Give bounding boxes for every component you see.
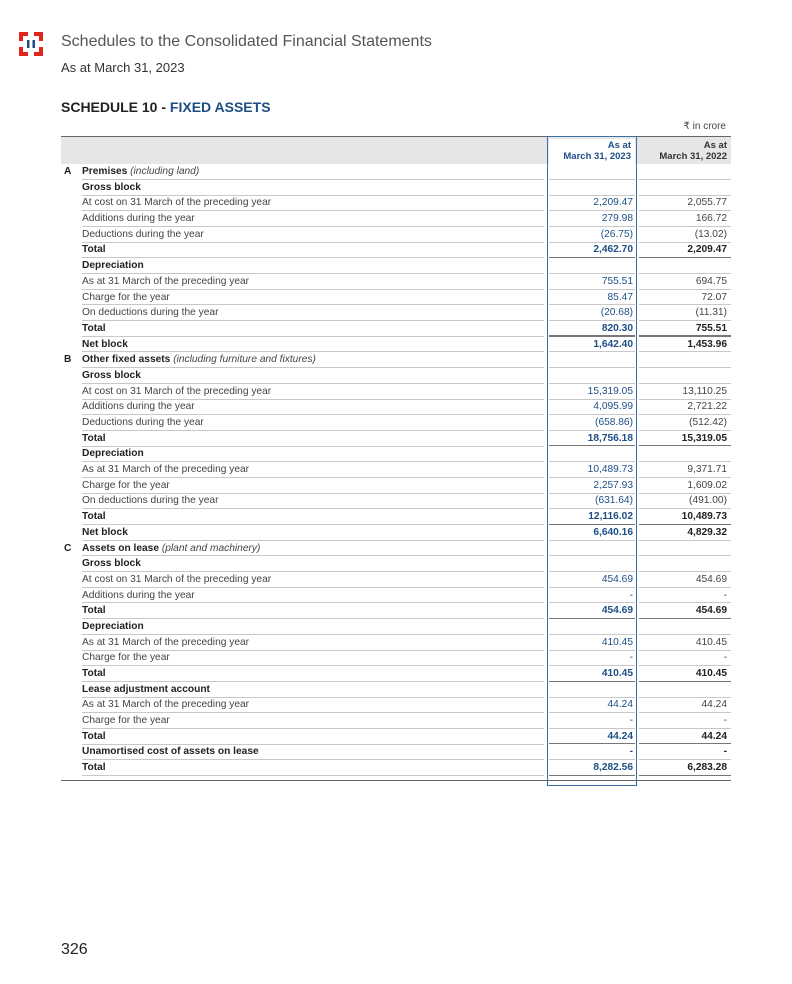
value-2022: 4,829.32 bbox=[687, 526, 727, 538]
table-row bbox=[61, 729, 731, 745]
table-row bbox=[61, 195, 731, 211]
value-2023: 44.24 bbox=[607, 699, 633, 711]
row-label bbox=[82, 619, 144, 635]
value-2022: 755.51 bbox=[695, 322, 727, 334]
row-label bbox=[82, 305, 219, 321]
table-bottom-rule bbox=[61, 780, 731, 781]
value-2023: - bbox=[629, 652, 633, 664]
value-2023: - bbox=[629, 746, 633, 758]
section-letter: C bbox=[64, 542, 72, 554]
table-body bbox=[61, 164, 731, 776]
row-label bbox=[82, 729, 106, 745]
table-row bbox=[61, 682, 731, 698]
table-row bbox=[61, 227, 731, 243]
column-header-2022-line2: March 31, 2022 bbox=[659, 151, 727, 162]
row-label-text: Gross block bbox=[82, 558, 141, 570]
column-header-2023-line1: As at bbox=[607, 140, 631, 151]
value-2022: (11.31) bbox=[695, 307, 727, 319]
row-label bbox=[82, 635, 249, 651]
table-row bbox=[61, 446, 731, 462]
row-label-text: Lease adjustment account bbox=[82, 683, 210, 695]
row-label bbox=[82, 744, 259, 760]
row-label-text: Premises bbox=[82, 166, 128, 177]
row-label bbox=[82, 164, 199, 180]
value-2022: - bbox=[723, 589, 727, 601]
row-rule bbox=[82, 775, 544, 776]
row-label-text: As at 31 March of the preceding year bbox=[82, 699, 250, 711]
value-2022: 694.75 bbox=[695, 275, 727, 287]
value-2022: 13,110.25 bbox=[682, 385, 727, 397]
table-row bbox=[61, 321, 731, 337]
value-2023: (26.75) bbox=[600, 228, 633, 240]
value-2023: 44.24 bbox=[607, 730, 633, 742]
value-2023: (20.68) bbox=[600, 307, 633, 319]
row-label-text: Assets on lease bbox=[82, 542, 160, 554]
row-label bbox=[82, 431, 106, 447]
table-row bbox=[61, 541, 731, 557]
row-label-text: Charge for the year bbox=[82, 715, 170, 727]
value-2022: 166.72 bbox=[695, 213, 727, 225]
page-number: 326 bbox=[61, 941, 88, 958]
row-label-text: Net block bbox=[82, 526, 128, 538]
value-2022: 1,453.96 bbox=[687, 338, 727, 350]
section-letter: B bbox=[64, 354, 72, 366]
bank-logo-icon bbox=[19, 32, 43, 56]
table-row bbox=[61, 274, 731, 290]
value-2023: 6,640.16 bbox=[593, 526, 633, 538]
value-2022: 15,319.05 bbox=[681, 432, 727, 444]
row-label bbox=[82, 180, 141, 196]
row-label bbox=[82, 493, 219, 509]
row-label bbox=[82, 415, 204, 431]
table-row bbox=[61, 697, 731, 713]
value-2022: 72.07 bbox=[701, 291, 727, 303]
row-label bbox=[82, 321, 106, 337]
row-label bbox=[82, 760, 106, 776]
table-row bbox=[61, 744, 731, 760]
row-label bbox=[82, 258, 144, 274]
table-row bbox=[61, 588, 731, 604]
row-label bbox=[82, 211, 195, 227]
row-label bbox=[82, 713, 170, 729]
table-row bbox=[61, 305, 731, 321]
row-label-text: Net block bbox=[82, 338, 128, 350]
value-2022: 410.45 bbox=[695, 668, 727, 679]
table-row bbox=[61, 635, 731, 651]
value-2022: 44.24 bbox=[701, 730, 727, 742]
table-row bbox=[61, 556, 731, 572]
value-2022: 454.69 bbox=[695, 605, 727, 617]
table-row bbox=[61, 337, 731, 353]
column-header-2023 bbox=[549, 139, 635, 164]
value-2023: 4,095.99 bbox=[593, 401, 633, 413]
row-label bbox=[82, 697, 249, 713]
table-row bbox=[61, 290, 731, 306]
row-label bbox=[82, 399, 195, 415]
table-row bbox=[61, 713, 731, 729]
value-2023: - bbox=[629, 589, 633, 601]
row-label bbox=[82, 509, 106, 525]
page-header-subtitle: As at March 31, 2023 bbox=[61, 60, 185, 75]
value-2022: 410.45 bbox=[695, 636, 727, 648]
row-label-text: Other fixed assets bbox=[82, 354, 171, 366]
row-label-text: Total bbox=[82, 730, 106, 742]
row-label-text: Total bbox=[82, 244, 106, 256]
row-label-text: As at 31 March of the preceding year bbox=[82, 636, 250, 648]
schedule-prefix: SCHEDULE 10 - bbox=[61, 99, 170, 115]
row-label-text: Total bbox=[82, 432, 106, 444]
value-2022: 2,721.22 bbox=[687, 401, 727, 413]
value-2023: 8,282.56 bbox=[593, 762, 633, 774]
table-row bbox=[61, 619, 731, 635]
value-2023: 820.30 bbox=[601, 322, 633, 334]
value-2022: - bbox=[723, 715, 727, 727]
table-row bbox=[61, 525, 731, 541]
schedule-name: FIXED ASSETS bbox=[169, 99, 271, 115]
column-header-2022-line1: As at bbox=[703, 140, 727, 151]
row-label-text: Total bbox=[82, 511, 106, 523]
row-label-text: At cost on 31 March of the preceding year bbox=[82, 573, 272, 585]
row-label bbox=[82, 588, 195, 604]
row-label-note: (including furniture and fixtures) bbox=[173, 354, 316, 366]
row-label bbox=[82, 462, 249, 478]
value-2022: (491.00) bbox=[689, 495, 727, 507]
table-row bbox=[61, 431, 731, 447]
row-label-text: Deductions during the year bbox=[82, 228, 204, 240]
row-label-text: Unamortised cost of assets on lease bbox=[82, 746, 259, 758]
row-label-text: At cost on 31 March of the preceding year bbox=[82, 197, 272, 209]
row-label bbox=[82, 290, 170, 306]
row-label-text: Additions during the year bbox=[82, 213, 195, 225]
row-label-text: Gross block bbox=[82, 369, 141, 381]
row-label bbox=[82, 274, 249, 290]
table-row bbox=[61, 603, 731, 619]
value-2023: 410.45 bbox=[601, 668, 633, 679]
row-label-text: Depreciation bbox=[82, 260, 144, 272]
row-label-text: Total bbox=[82, 322, 106, 334]
column-header-2022 bbox=[639, 139, 731, 164]
row-label bbox=[82, 352, 316, 368]
row-label-text: Deductions during the year bbox=[82, 417, 204, 428]
value-2023-rule bbox=[549, 775, 635, 776]
row-label-text: Additions during the year bbox=[82, 401, 195, 413]
value-2023: 15,319.05 bbox=[587, 385, 633, 397]
row-label-text: Depreciation bbox=[82, 620, 144, 632]
value-2022: 2,055.77 bbox=[687, 197, 727, 209]
table-row bbox=[61, 462, 731, 478]
row-label bbox=[82, 556, 141, 572]
row-label bbox=[82, 384, 271, 400]
row-label bbox=[82, 666, 106, 682]
row-label-text: As at 31 March of the preceding year bbox=[82, 275, 250, 287]
table-header bbox=[61, 137, 731, 164]
row-label bbox=[82, 682, 210, 698]
row-label-text: Charge for the year bbox=[82, 479, 170, 491]
value-2023: 755.51 bbox=[601, 275, 633, 287]
table-row bbox=[61, 211, 731, 227]
row-label-text: On deductions during the year bbox=[82, 495, 219, 507]
table-row bbox=[61, 415, 731, 431]
row-label bbox=[82, 195, 271, 211]
value-2023: (658.86) bbox=[595, 417, 633, 428]
row-label bbox=[82, 603, 106, 619]
value-2023: 279.98 bbox=[601, 213, 633, 225]
row-label-text: Charge for the year bbox=[82, 652, 170, 664]
value-2023: 410.45 bbox=[601, 636, 633, 648]
value-2022: (13.02) bbox=[694, 228, 727, 240]
row-label-text: Charge for the year bbox=[82, 291, 170, 303]
row-label bbox=[82, 478, 170, 494]
page-header-title: Schedules to the Consolidated Financial Statements bbox=[61, 33, 432, 50]
value-2023: 454.69 bbox=[601, 573, 633, 585]
row-label-text: Gross block bbox=[82, 181, 141, 193]
row-label-note: (including land) bbox=[130, 166, 200, 177]
value-2022: 2,209.47 bbox=[687, 244, 727, 256]
value-2023: 18,756.18 bbox=[587, 432, 633, 444]
value-2022: - bbox=[723, 746, 727, 758]
table-row bbox=[61, 368, 731, 384]
value-2022: 44.24 bbox=[701, 699, 727, 711]
table-row bbox=[61, 478, 731, 494]
table-row bbox=[61, 650, 731, 666]
table-row bbox=[61, 352, 731, 368]
row-label-text: Total bbox=[82, 668, 106, 679]
value-2022: 10,489.73 bbox=[681, 511, 727, 523]
row-label-text: At cost on 31 March of the preceding year bbox=[82, 385, 272, 397]
table-row bbox=[61, 384, 731, 400]
value-2022: (512.42) bbox=[689, 417, 727, 428]
table-row bbox=[61, 666, 731, 682]
value-2023: - bbox=[629, 715, 633, 727]
schedule-title bbox=[61, 99, 271, 115]
table-row bbox=[61, 258, 731, 274]
table-row bbox=[61, 242, 731, 258]
table-row bbox=[61, 493, 731, 509]
row-label bbox=[82, 650, 170, 666]
column-header-2023-line2: March 31, 2023 bbox=[563, 151, 631, 162]
table-row bbox=[61, 572, 731, 588]
table-row bbox=[61, 760, 731, 776]
value-2023: 85.47 bbox=[607, 291, 633, 303]
row-label-note: (plant and machinery) bbox=[161, 542, 261, 554]
value-2023: 2,209.47 bbox=[593, 197, 633, 209]
row-label-text: Additions during the year bbox=[82, 589, 195, 601]
value-2023: 10,489.73 bbox=[587, 464, 633, 476]
row-label-text: Total bbox=[82, 762, 106, 774]
row-label bbox=[82, 541, 260, 557]
value-2022: 9,371.71 bbox=[687, 464, 727, 476]
value-2023: 12,116.02 bbox=[588, 511, 633, 523]
row-label bbox=[82, 446, 144, 462]
value-2022: 454.69 bbox=[695, 573, 727, 585]
row-label-text: As at 31 March of the preceding year bbox=[82, 464, 250, 476]
row-label bbox=[82, 227, 204, 243]
row-label-text: Depreciation bbox=[82, 448, 144, 460]
value-2023: 2,257.93 bbox=[593, 479, 633, 491]
value-2022-rule bbox=[639, 775, 731, 776]
row-label bbox=[82, 572, 271, 588]
table-row bbox=[61, 164, 731, 180]
table-row bbox=[61, 509, 731, 525]
row-label bbox=[82, 368, 141, 384]
row-label bbox=[82, 525, 128, 541]
currency-unit: ₹ in crore bbox=[683, 121, 726, 132]
row-label-text: On deductions during the year bbox=[82, 307, 219, 319]
row-label bbox=[82, 337, 128, 353]
value-2023: 2,462.70 bbox=[593, 244, 633, 256]
value-2023: (631.64) bbox=[595, 495, 633, 507]
value-2023: 1,642.40 bbox=[593, 338, 633, 350]
table-row bbox=[61, 180, 731, 196]
value-2023: 454.69 bbox=[601, 605, 633, 617]
value-2022: 1,609.02 bbox=[687, 479, 727, 491]
row-label-text: Total bbox=[82, 605, 106, 617]
row-label bbox=[82, 242, 106, 258]
table-row bbox=[61, 399, 731, 415]
section-letter: A bbox=[64, 166, 72, 177]
value-2022: 6,283.28 bbox=[687, 762, 727, 774]
value-2022: - bbox=[723, 652, 727, 664]
